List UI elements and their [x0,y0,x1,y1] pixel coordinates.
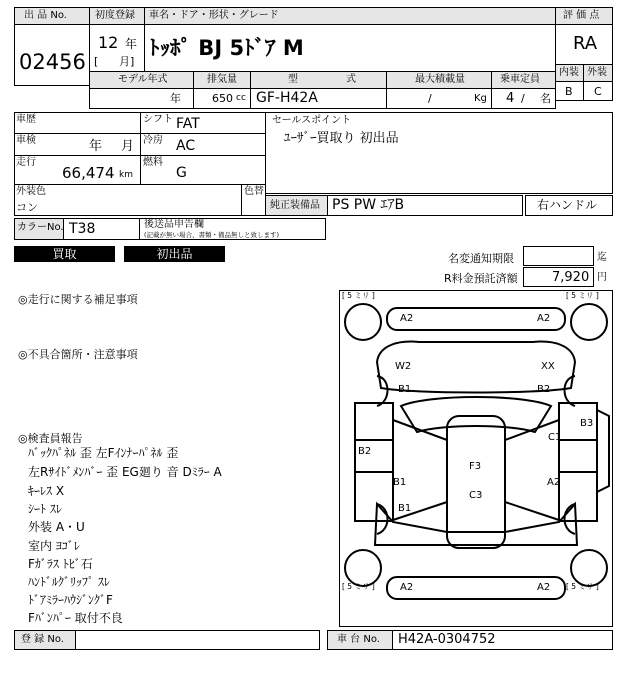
score-value: RA [573,33,598,54]
color-no-label: カラーNo. [17,222,64,233]
damage-trunk: C3 [469,490,483,501]
capacity: 4 [506,91,515,106]
inspection-label: 車検 [16,135,36,146]
sales-point-text: ﾕｰｻﾞｰ買取り 初出品 [284,131,399,146]
chassis-no: H42A-0304752 [398,632,496,647]
displacement: 650 [212,92,233,105]
damage-left-quarter: B1 [398,503,412,514]
model-year-unit: 年 [170,92,181,105]
displacement-label: 排気量 [207,74,237,85]
roof [447,416,505,548]
damage-front-right-bumper: A2 [537,313,551,324]
tire-rear-right-label: [ 5 ミリ ] [566,582,599,591]
mileage-value: 66,474 [62,164,115,182]
shift-label: シフト [143,114,173,125]
fuel-value: G [176,165,187,181]
deadline-label: 名変通知期限 [448,252,514,265]
max-load-unit: Kg [474,93,487,104]
fuel-label: 燃料 [143,157,163,168]
score-label: 評 価 点 [563,10,600,21]
month-unit: 月] [119,55,135,68]
damage-left-fender: W2 [395,361,412,372]
inspector-line: ﾊﾝﾄﾞﾙｸﾞﾘｯﾌﾟ ｽﾚ [28,575,110,589]
type-value: GF-H42A [256,90,318,106]
capacity-label: 乗車定員 [500,74,540,85]
inspector-line: ﾄﾞｱﾐﾗｰﾊｳｼﾞﾝｸﾞF [28,593,113,607]
color-no-value: T38 [69,221,96,237]
recycle-amount: 7,920 [552,270,590,285]
inspection-month-unit: 月 [121,139,135,154]
damage-front-left-bumper: A2 [400,313,414,324]
model-year-label: モデル年式 [118,74,168,85]
chassis-label: 車 台 No. [337,634,380,645]
sales-point-label: セールスポイント [272,115,352,126]
max-load-label: 最大積載量 [415,74,465,85]
first-reg-label: 初度登録 [95,10,135,21]
displacement-unit: cc [236,93,246,103]
capacity-unit: 名 [540,92,551,105]
damage-right-b3: B3 [580,418,594,429]
recycle-unit: 円 [597,272,607,283]
inspection-year-unit: 年 [89,139,103,154]
docs-note: (記載が無い場合、書類・備品無しと致します) [144,231,280,239]
car-name: ﾄｯﾎﾟ BJ 5ﾄﾞｱ M [149,36,304,60]
inspector-line: 外装 A・U [28,520,85,534]
deadline-unit: 迄 [597,252,607,263]
ac-label: 冷房 [143,135,163,146]
equipment-items: PS PW ｴｱB [332,197,405,213]
history-label: 車歴 [16,114,36,125]
ext-color-value: コン [16,201,38,214]
defects-label: ◎不具合箇所・注意事項 [18,348,138,361]
first-reg-year: 12 [98,33,119,52]
interior-score: B [565,85,573,98]
wheel-front-left [345,304,381,340]
inspector-line: 室内 ﾖｺﾞﾚ [28,539,80,553]
exterior-score: C [594,85,602,98]
tire-rear-left-label: [ 5 ミリ ] [342,582,375,591]
lot-number: 02456 [19,50,86,74]
damage-right-c1: C1 [548,432,562,443]
shift-value: FAT [176,116,200,132]
mileage-label: 走行 [16,157,36,168]
damage-left-front-door: B1 [398,384,412,395]
wheel-rear-left [345,550,381,586]
first-listing-badge: 初出品 [124,246,225,262]
month-open: [ [94,55,99,68]
tire-front-right-label: [ 5 ミリ ] [566,291,599,300]
windshield [401,397,551,432]
equipment-label: 純正装備品 [270,200,320,211]
wheel-rear-right [571,550,607,586]
exterior-label: 外装 [587,67,607,78]
type-label: 型 [288,74,298,85]
damage-right-front-door: B2 [537,384,551,395]
car-diagram [339,290,613,627]
inspector-line: Fｶﾞﾗｽ ﾄﾋﾞ石 [28,557,93,571]
damage-right-rear-door: A2 [547,477,561,488]
reg-no-cell [75,630,320,650]
damage-left-b2: B2 [358,446,372,457]
wheel-front-right [571,304,607,340]
interior-label: 内装 [559,67,579,78]
damage-left-rear-door: B1 [393,477,407,488]
docs-label: 後送品申告欄 [144,219,204,230]
driving-notes-label: ◎走行に関する補足事項 [18,293,138,306]
buy-badge: 買取 [14,246,115,262]
type-label-2: 式 [346,74,356,85]
inspector-line: Fﾊﾞﾝﾊﾟｰ 取付不良 [28,611,123,625]
damage-right-fender: XX [541,361,555,372]
deadline-cell [523,246,594,266]
inspector-label: ◎検査員報告 [18,432,83,445]
recycle-label: R料金預託済額 [444,272,518,285]
capacity-sep: / [521,92,525,105]
lot-label: 出 品 No. [24,10,67,21]
damage-roof: F3 [469,461,482,472]
inspector-line: 左Rｻｲﾄﾞﾒﾝﾊﾞｰ 歪 EG廻り 音 Dﾐﾗｰ A [28,465,222,479]
left-side [355,403,393,521]
damage-rear-right-bumper: A2 [537,582,551,593]
inspector-line: ﾊﾞｯｸﾊﾟﾈﾙ 歪 左Fｲﾝﾅｰﾊﾟﾈﾙ 歪 [28,446,179,460]
recolor-label: 色替 [244,186,264,197]
ext-color-label: 外装色 [16,186,46,197]
car-name-label: 車名・ドア・形状・グレード [149,10,279,21]
damage-rear-left-bumper: A2 [400,582,414,593]
ac-value: AC [176,138,196,154]
year-unit: 年 [125,37,138,51]
max-load-sep: / [428,92,432,105]
mileage-unit: km [119,170,133,180]
tire-front-left-label: [ 5 ミリ ] [342,291,375,300]
reg-no-label: 登 録 No. [21,634,64,645]
inspector-line: ｷｰﾚｽ X [28,484,65,498]
steering-value: 右ハンドル [537,198,598,212]
inspector-line: ｼｰﾄ ｽﾚ [28,502,62,516]
